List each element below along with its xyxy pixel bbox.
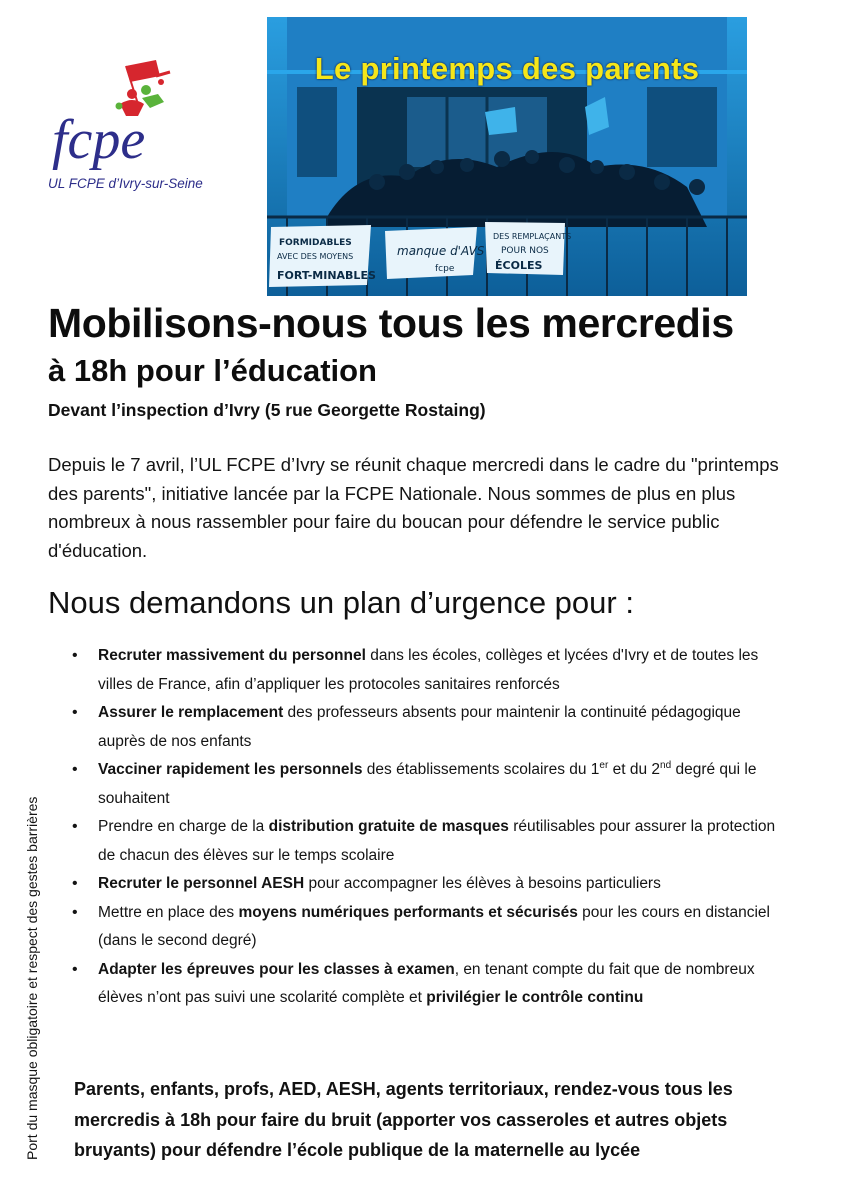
demand-bold: moyens numériques performants et sécurisés [238, 903, 578, 921]
fcpe-wordmark: fcpe [52, 109, 146, 171]
demand-text: des professeurs absents pour maintenir la continuité pédagogique auprès de nos enfants [98, 704, 741, 750]
bullet: • [72, 647, 78, 664]
demand-text: réutilisables pour assurer la protection de chacun des élèves sur le temps scolaire [98, 818, 776, 864]
svg-text:FORT-MINABLES: FORT-MINABLES [277, 269, 376, 282]
demand-item [70, 642, 792, 699]
demands-title: Nous demandons un plan d’urgence pour : [48, 585, 634, 620]
bullet: • [72, 875, 78, 892]
svg-text:fcpe: fcpe [435, 264, 455, 274]
bullet: • [72, 903, 78, 921]
closing-paragraph: Parents, enfants, profs, AED, AESH, agents territoriaux, rendez-vous tous les mercredis à 18h pour faire du bruit (apporter vos casseroles et autres objets bruyants) pour défendre l’école publique de la maternelle au lycée [74, 1079, 733, 1160]
demand-item [70, 899, 792, 956]
demand-bold: Recruter le personnel AESH [98, 875, 305, 892]
demand-bold: Vacciner rapidement les personnels [98, 761, 363, 778]
demand-text: degré qui le souhaitent [98, 761, 757, 807]
demand-bold: distribution gratuite de masques [268, 818, 509, 835]
side-note: Port du masque obligatoire et respect des gestes barrières [24, 796, 40, 1160]
superscript: nd [660, 759, 672, 771]
bullet: • [72, 704, 78, 721]
demand-text: , en tenant compte du fait que de nombreux élèves n’ont pas suivi une scolarité complète et [98, 960, 755, 1006]
bullet: • [72, 761, 78, 778]
photo-title: Le printemps des parents [314, 51, 700, 86]
demand-item [70, 956, 792, 1013]
banner-3 [485, 222, 571, 275]
demand-bold: Assurer le remplacement [98, 704, 284, 721]
superscript: er [599, 759, 609, 771]
demands-list [70, 642, 792, 1013]
demand-bold: Recruter massivement du personnel [98, 647, 366, 664]
demand-item [70, 870, 792, 899]
logo-caption: UL FCPE d’Ivry-sur-Seine [48, 176, 203, 191]
svg-text:ÉCOLES: ÉCOLES [495, 259, 543, 272]
demand-text: dans les écoles, collèges et lycées d'Ivry et de toutes les villes de France, afin d’appliquer les protocoles sanitaires renforcés [98, 647, 759, 693]
banner-1 [269, 225, 376, 287]
protest-photo [267, 17, 747, 296]
demand-text: et du 2 [608, 761, 661, 778]
demand-item [70, 813, 792, 870]
bullet: • [72, 818, 78, 835]
demand-text: Mettre en place des [98, 903, 239, 921]
intro-paragraph: Depuis le 7 avril, l’UL FCPE d’Ivry se réunit chaque mercredi dans le cadre du "printemps des parents", initiative lancée par la FCPE Nationale. Nous sommes de plus en plus nombreux à nous rassembler pour faire du boucan pour défendre le service public d'éducation. [48, 454, 779, 561]
demand-item [70, 756, 792, 813]
bullet: • [72, 960, 78, 978]
svg-text:AVEC DES MOYENS: AVEC DES MOYENS [277, 252, 354, 261]
svg-text:DES REMPLAÇANTS: DES REMPLAÇANTS [493, 232, 572, 241]
sub-heading: à 18h pour l’éducation [48, 353, 377, 388]
location-line: Devant l’inspection d’Ivry (5 rue Georgette Rostaing) [48, 400, 486, 420]
banner-2 [385, 227, 485, 279]
demand-item [70, 699, 792, 756]
svg-text:manque d'AVS: manque d'AVS [397, 244, 485, 258]
svg-text:FORMIDABLES: FORMIDABLES [279, 238, 352, 248]
fcpe-logo-mark [46, 58, 196, 183]
demand-text: pour accompagner les élèves à besoins particuliers [304, 875, 661, 892]
demand-bold: Adapter les épreuves pour les classes à examen [98, 960, 455, 978]
demand-text: des établissements scolaires du 1 [362, 761, 600, 778]
svg-text:POUR NOS: POUR NOS [501, 246, 549, 256]
main-heading: Mobilisons-nous tous les mercredis [48, 300, 734, 346]
demand-text: Prendre en charge de la [98, 818, 269, 835]
demand-bold: privilégier le contrôle continu [426, 989, 644, 1006]
demand-text: pour les cours en distanciel (dans le second degré) [98, 903, 770, 949]
